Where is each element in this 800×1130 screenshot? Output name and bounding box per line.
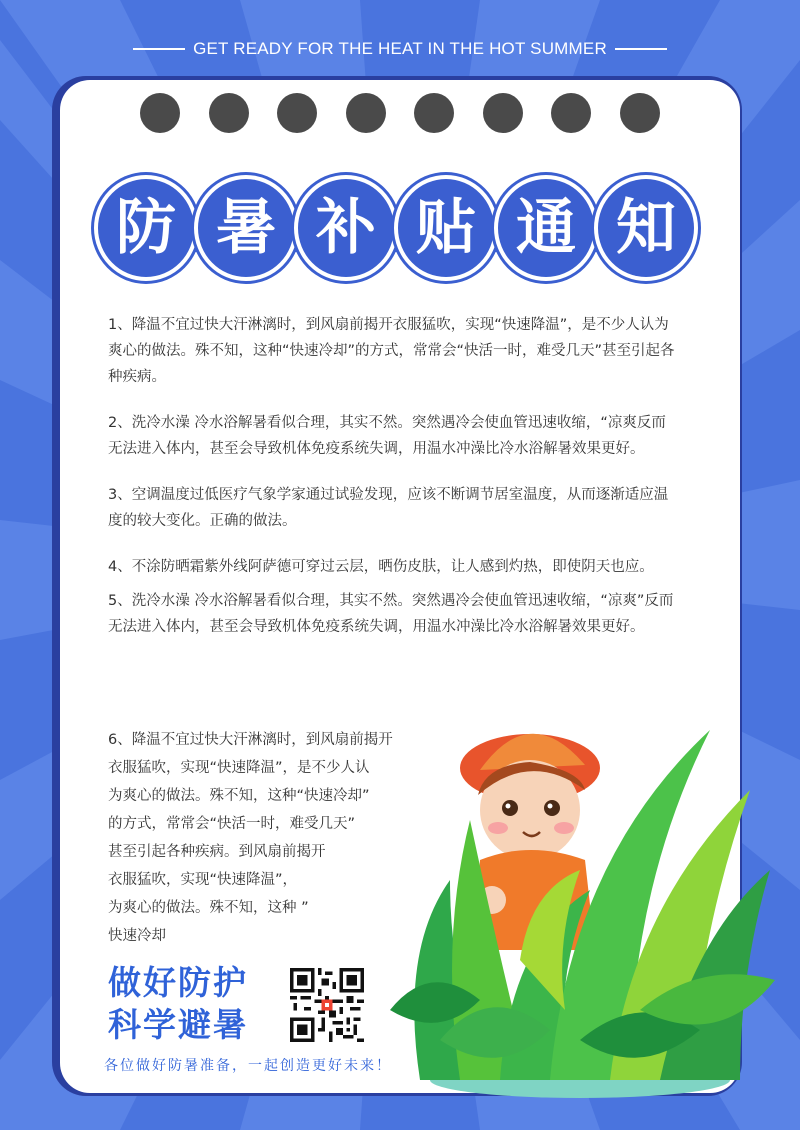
slogan-line-2: 科学避暑 bbox=[108, 1005, 248, 1044]
paragraph-1: 1、降温不宜过快大汗淋漓时，到风扇前揭开衣服猛吹，实现“快速降温”，是不少人认为爽心的做法。殊不知，这种“快速冷却”的方式，常常会“快活一时，难受几天”甚至引起各种疾病。 bbox=[108, 317, 675, 385]
title-char: 暑 bbox=[194, 175, 298, 281]
binder-holes bbox=[140, 93, 660, 135]
slogan-line-1: 做好防护 bbox=[108, 963, 248, 1002]
binder-hole bbox=[277, 93, 317, 133]
paragraph-6-line: 快速冷却 bbox=[108, 928, 166, 944]
notice-body bbox=[108, 312, 678, 660]
title-char: 补 bbox=[294, 175, 398, 281]
binder-hole bbox=[483, 93, 523, 133]
binder-hole bbox=[140, 93, 180, 133]
title-char: 防 bbox=[94, 175, 198, 281]
slogan bbox=[108, 962, 248, 1046]
top-banner bbox=[0, 36, 800, 62]
girl-in-grass-illustration bbox=[380, 710, 780, 1100]
paragraph-6-line: 为爽心的做法。殊不知，这种 ” bbox=[108, 900, 309, 916]
banner-line-right bbox=[615, 48, 667, 50]
paragraph-6-line: 的方式，常常会“快活一时，难受几天” bbox=[108, 816, 356, 832]
paragraph-6-line: 衣服猛吹，实现“快速降温”， bbox=[108, 872, 298, 888]
paragraph-6-line: 甚至引起各种疾病。到风扇前揭开 bbox=[108, 844, 326, 860]
page-title bbox=[96, 176, 696, 280]
paragraph-2: 2、洗冷水澡 冷水浴解暑看似合理，其实不然。突然遇冷会使血管迅速收缩，“凉爽反而无法进入体内，甚至会导致机体免疫系统失调，用温水冲澡比冷水浴解暑效果更好。 bbox=[108, 415, 666, 457]
footer-message: 各位做好防暑准备，一起创造更好未来！ bbox=[104, 1058, 392, 1074]
title-char: 贴 bbox=[394, 175, 498, 281]
paragraph-6-line: 为爽心的做法。殊不知，这种“快速冷却” bbox=[108, 788, 370, 804]
qr-code-icon[interactable] bbox=[290, 968, 364, 1042]
paragraph-5: 5、洗冷水澡 冷水浴解暑看似合理，其实不然。突然遇冷会使血管迅速收缩，“凉爽”反而无法进入体内，甚至会导致机体免疫系统失调，用温水冲澡比冷水浴解暑效果更好。 bbox=[108, 593, 674, 635]
paragraph-4: 4、不涂防晒霜紫外线阿萨德可穿过云层，晒伤皮肤，让人感到灼热，即使阴天也应。 bbox=[108, 559, 654, 575]
banner-line-left bbox=[133, 48, 185, 50]
paragraph-3: 3、空调温度过低医疗气象学家通过试验发现，应该不断调节居室温度，从而逐渐适应温度的较大变化。正确的做法。 bbox=[108, 487, 669, 529]
paragraph-6-line: 衣服猛吹，实现“快速降温”，是不少人认 bbox=[108, 760, 370, 776]
title-char: 知 bbox=[594, 175, 698, 281]
binder-hole bbox=[414, 93, 454, 133]
banner-text: GET READY FOR THE HEAT IN THE HOT SUMMER bbox=[193, 39, 607, 58]
binder-hole bbox=[346, 93, 386, 133]
binder-hole bbox=[551, 93, 591, 133]
title-char: 通 bbox=[494, 175, 598, 281]
binder-hole bbox=[209, 93, 249, 133]
paragraph-6-line: 6、降温不宜过快大汗淋漓时，到风扇前揭开 bbox=[108, 732, 393, 748]
binder-hole bbox=[620, 93, 660, 133]
